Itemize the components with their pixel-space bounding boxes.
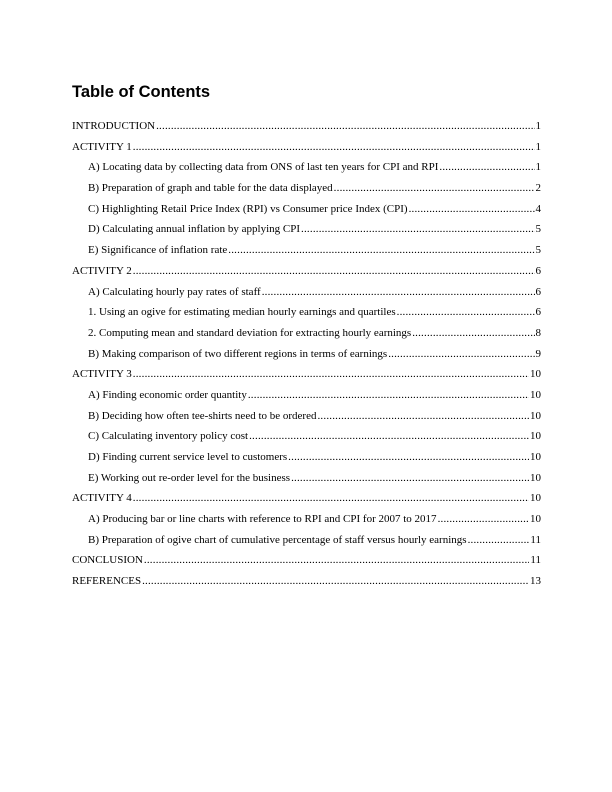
- toc-entry[interactable]: [72, 199, 541, 220]
- toc-dot-leader: [249, 426, 529, 447]
- toc-entry-text: A) Finding economic order quantity: [88, 388, 247, 401]
- toc-entry-text: B) Preparation of ogive chart of cumulative percentage of staff versus hourly earnings: [88, 533, 467, 546]
- toc-entry[interactable]: [72, 116, 541, 137]
- toc-entry[interactable]: [72, 302, 541, 323]
- toc-page-number: 6: [535, 285, 541, 298]
- toc-dot-leader: [248, 385, 529, 406]
- toc-entry-text: ACTIVITY 2: [72, 264, 132, 277]
- toc-entry[interactable]: [72, 178, 541, 199]
- toc-entry[interactable]: [72, 426, 541, 447]
- toc-entry-text: A) Producing bar or line charts with reference to RPI and CPI for 2007 to 2017: [88, 513, 437, 526]
- toc-page-number: 5: [535, 244, 541, 257]
- toc-entry-text: B) Deciding how often tee-shirts need to be ordered: [88, 409, 317, 422]
- toc-entry-text: D) Calculating annual inflation by applying CPI: [88, 223, 301, 236]
- toc-entry-text: A) Locating data by collecting data from ONS of last ten years for CPI and RPI: [88, 161, 439, 174]
- toc-entry-text: B) Preparation of graph and table for the data displayed: [88, 182, 333, 195]
- toc-dot-leader: [288, 447, 529, 468]
- toc-dot-leader: [412, 323, 534, 344]
- toc-entry-text: C) Highlighting Retail Price Index (RPI) vs Consumer price Index (CPI): [88, 202, 408, 215]
- toc-dot-leader: [439, 157, 534, 178]
- toc-entry-text: A) Calculating hourly pay rates of staff: [88, 285, 261, 298]
- toc-dot-leader: [438, 509, 529, 530]
- toc-page-number: 10: [530, 430, 541, 443]
- toc-page-number: 4: [535, 202, 541, 215]
- toc-page-number: 10: [530, 471, 541, 484]
- toc-page-number: 11: [530, 554, 541, 567]
- toc-dot-leader: [334, 178, 535, 199]
- toc-entry[interactable]: [72, 385, 541, 406]
- toc-entry-text: INTRODUCTION: [72, 120, 156, 132]
- toc-list: [72, 116, 541, 592]
- toc-dot-leader: [133, 137, 535, 158]
- toc-page-number: 8: [535, 326, 541, 339]
- toc-entry-text: E) Significance of inflation rate: [88, 244, 228, 257]
- toc-page-number: 10: [530, 409, 541, 422]
- toc-entry[interactable]: [72, 137, 541, 158]
- toc-page-number: 11: [530, 533, 541, 546]
- toc-entry-text: 1. Using an ogive for estimating median hourly earnings and quartiles: [88, 306, 396, 319]
- toc-page-number: 1: [535, 120, 541, 132]
- toc-entry[interactable]: [72, 240, 541, 261]
- toc-entry-text: 2. Computing mean and standard deviation for extracting hourly earnings: [88, 326, 412, 339]
- toc-dot-leader: [133, 488, 529, 509]
- toc-page-number: 13: [530, 575, 541, 588]
- toc-page-number: 6: [535, 264, 541, 277]
- toc-entry[interactable]: [72, 468, 541, 489]
- toc-page-number: 2: [535, 182, 541, 195]
- toc-entry[interactable]: [72, 406, 541, 427]
- toc-dot-leader: [228, 240, 534, 261]
- toc-dot-leader: [133, 261, 535, 282]
- toc-page-number: 10: [530, 388, 541, 401]
- toc-page-number: 5: [535, 223, 541, 236]
- toc-entry-text: ACTIVITY 3: [72, 368, 132, 381]
- toc-page-number: 10: [530, 492, 541, 505]
- toc-entry[interactable]: [72, 219, 541, 240]
- toc-entry-text: E) Working out re-order level for the business: [88, 471, 291, 484]
- toc-dot-leader: [397, 302, 535, 323]
- toc-entry[interactable]: [72, 282, 541, 303]
- toc-entry[interactable]: [72, 261, 541, 282]
- toc-entry-text: D) Finding current service level to customers: [88, 451, 288, 463]
- toc-page-number: 10: [530, 368, 541, 381]
- toc-dot-leader: [142, 571, 529, 592]
- toc-entry-text: C) Calculating inventory policy cost: [88, 430, 249, 443]
- toc-entry-text: ACTIVITY 1: [72, 140, 132, 153]
- toc-entry[interactable]: [72, 157, 541, 178]
- toc-entry-text: REFERENCES: [72, 575, 142, 588]
- toc-entry[interactable]: [72, 571, 541, 592]
- toc-entry[interactable]: [72, 364, 541, 385]
- toc-entry[interactable]: [72, 550, 541, 571]
- toc-dot-leader: [291, 468, 529, 489]
- toc-entry[interactable]: [72, 323, 541, 344]
- toc-page-number: 1: [535, 140, 541, 153]
- toc-page-number: 9: [535, 347, 541, 360]
- toc-entry-text: ACTIVITY 4: [72, 492, 132, 505]
- toc-entry-text: CONCLUSION: [72, 554, 143, 567]
- toc-dot-leader: [409, 199, 535, 220]
- toc-page-number: 6: [535, 306, 541, 319]
- toc-dot-leader: [156, 116, 534, 137]
- toc-page-number: 10: [530, 451, 541, 463]
- toc-entry[interactable]: [72, 447, 541, 468]
- toc-dot-leader: [144, 550, 530, 571]
- toc-title: Table of Contents: [72, 83, 211, 101]
- toc-entry-text: B) Making comparison of two different regions in terms of earnings: [88, 347, 388, 360]
- toc-entry[interactable]: [72, 530, 541, 551]
- toc-dot-leader: [468, 530, 530, 551]
- toc-entry[interactable]: [72, 488, 541, 509]
- toc-entry[interactable]: [72, 509, 541, 530]
- toc-page-number: 1: [535, 161, 541, 174]
- toc-dot-leader: [133, 364, 529, 385]
- toc-dot-leader: [388, 344, 534, 365]
- toc-dot-leader: [317, 406, 529, 427]
- toc-dot-leader: [262, 282, 535, 303]
- toc-entry[interactable]: [72, 344, 541, 365]
- toc-page-number: 10: [530, 513, 541, 526]
- toc-dot-leader: [301, 219, 534, 240]
